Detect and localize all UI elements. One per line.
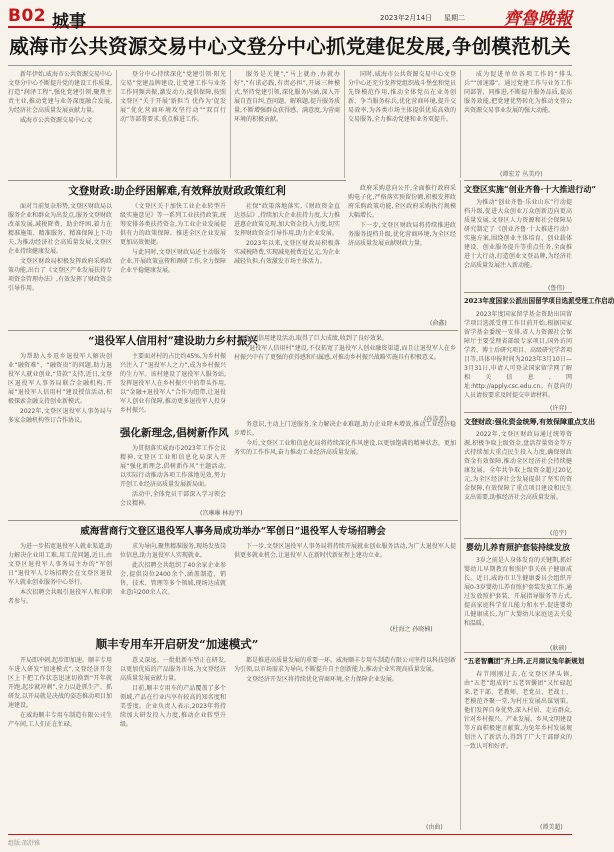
sf-truck-column-2 — [120, 656, 226, 832]
column-rule — [460, 70, 461, 178]
paper-logo: 齊魯晚報 — [504, 9, 572, 29]
paragraph: “退役军人信用村”建设,不仅拓宽了退役军人创业融资渠道,而且让退役军人在乡村振兴中有了更强的获得感和归属感,对推动乡村振兴战略实施具有积极意义。 — [234, 345, 456, 361]
section-divider — [8, 180, 346, 181]
paragraph: 展创信用建设活动,取得了巨大成绩,收到了良好效果。 — [246, 335, 388, 342]
paragraph: 成为促进单位各项工作的“排头兵”“加速器”。通过党建工作与业务工作同部署、同推进,不断提升服务品质,提高服务效能,把党建优势转化为推动文登公共资源交易事业发展的强大动能。 — [464, 71, 572, 114]
section-divider — [464, 652, 572, 653]
column-rule — [344, 70, 345, 178]
job-fair-column-1 — [8, 542, 112, 634]
paragraph: 活动中,全体党员干部深入学习领会会议精神。 — [120, 491, 226, 507]
masthead — [8, 6, 572, 32]
study-abroad-headline: 2023年度国家公派出国留学项目选派受理工作启动 — [464, 297, 614, 305]
layout-editor-note: 组版:邵舒雅 — [8, 840, 41, 847]
credit-village-column-1 — [8, 352, 112, 484]
fund-coordination-byline: (范宇) — [550, 530, 567, 537]
elders-council-byline: (谭美超) — [540, 824, 563, 831]
paragraph: 下一步,文登区退役军人事务局将持续开展就业创业服务活动,为广大退役军人提供更多就业机会,让退役军人在新时代新征程上建功立业。 — [234, 543, 456, 559]
entrepreneurship-byline: (鲁伟) — [548, 285, 565, 292]
study-abroad-body — [464, 310, 572, 402]
paragraph: 目前,顺丰专用车的产品覆盖了多个领域,产品在行业内享有较高的知名度和美誉度。企业负责人表示,2023年将持续加大研发投入力度,推动企业转型升级。 — [120, 685, 226, 728]
paragraph: 为进一步拓宽退役军人就业渠道,助力解决企业用工难,用工荒问题,近日,由文登区退役军人事务局主办的“军创日”退役军人专场招聘会在文登区退役军人就业创业服务中心举行。 — [8, 543, 112, 586]
lead-column-2 — [120, 70, 226, 178]
paragraph: 为帮助入乡返乡退役军人解决创业“融资难”、“融资贵”的问题,助力退役军人就业创业,“贷款”支持,近日,文登区退役军人事务局联合金融机构,开展“退役军人信用村”建设授信活动,积极探索金融支持创业新模式。 — [8, 353, 112, 405]
section-divider — [8, 520, 458, 521]
childcare-kit-headline: 婴幼儿养育照护套装持续发放 — [466, 542, 570, 552]
finance-column-4 — [348, 184, 456, 318]
work-style-column-1 — [120, 444, 226, 516]
paragraph: 在威海顺丰专用车制造有限公司生产车间,工人们正在忙碌。 — [8, 712, 112, 728]
paragraph: 政府采购意向公开,全面推行政府采购电子化,严格落实预留份额,积极发挥政府采购政策功能,全区政府采购执行规模大幅增长。 — [348, 185, 456, 219]
finance-column-3 — [234, 202, 340, 322]
job-fair-byline: (杜海之 孙晓楠) — [390, 626, 433, 633]
paragraph: 《文登区关于加快工业企业转型升级实施意见》等一系列工业扶持政策,统筹安排各类扶持资金,为工业企业发展提供有力的政策保障。推进全区企业发展更加高效便捷。 — [120, 203, 226, 246]
childcare-kit-body — [464, 556, 572, 642]
credit-village-column-3 — [234, 334, 456, 414]
finance-headline: 文登财政:助企纾困解难,有效释放财政政策红利 — [68, 185, 286, 197]
finance-byline: (俞鑫) — [430, 320, 447, 327]
paragraph: 为推动“创业齐鲁·乐业山东”行动提档升级,促进大众创业万众创新迈向更高质量发展,文登区人力资源和社会保障局研究制定了《创业齐鲁·十大推进行动》实施方案,围绕创业主体培育、创业载体建设、创业服务提升等重点任务,全面推进十大行动,打造创业文登品牌,为经济社会高质量发展注入新动能。 — [464, 199, 572, 269]
paragraph: 社保”政策落地落实,《财政资金直达基层》,持续加大企业扶持力度,大力推进惠企政策兑现,加大资金投入力度,切实发挥财政资金引导作用,助力企业发展。 — [234, 203, 340, 237]
fund-coordination-headline: 文登财政:强化资金统筹,有效保障重点支出 — [464, 417, 596, 426]
paragraph: 服务是关键”,“马上就办,办就办好”,“有诺必践,有责必担”,开展三种模式,坚持党建引领,深化服务内涵,深入开展自查自纠,查问题、解难题,提升服务质量,不断增强群众获得感、满意度,为营商环境的积极贡献。 — [234, 71, 340, 123]
study-abroad-byline: (许弈) — [550, 405, 567, 412]
paragraph: 意义深远。一批批新车型正在研发,以更加优质的产品服务市场,为文登经济高质量发展贡献力量。 — [120, 657, 226, 682]
paragraph: 主要面对村的占比约45%,为乡村振兴注入了“退役军人之力”,成为乡村振兴的生力军。该村建设了退役军人服务站,发挥退役军人在乡村振兴中的带头作用,以“金融+退役军人”合作为纽带,让退役军人创业有保障,推动更多退役军人投身乡村振兴。 — [120, 353, 226, 414]
paragraph: 都是推进高质量发展的重要一环。威海顺丰专用车制造有限公司坚持以科技创新为引领,以市场需求为导向,不断提升自主创新能力,推动企业实现高质量发展。 — [234, 657, 457, 673]
issue-date: 2023年2月14日 — [380, 14, 433, 22]
job-fair-column-3 — [234, 542, 456, 622]
paragraph: 春节刚刚过去,在文登区泽头镇,由“五老”组成的“五老智囊团”又忙碌起来,老干部、老教师、老党员、老战士、老模范齐聚一堂,为村庄发展出谋划策。他们发挥自身优势,深入村居、走访群众,针对乡村振兴、产业发展、乡风文明建设等方面积极建言献策,为兔年乡村发展规划注入了新活力,得到了广大干部群众的一致认可和好评。 — [464, 671, 573, 750]
lead-column-5 — [464, 70, 572, 170]
sf-truck-column-3 — [234, 656, 456, 822]
paragraph: 2022年,文登区退役军人事务局与多家金融机构签订合作协议。 — [8, 408, 112, 424]
elders-council-body — [464, 670, 572, 820]
entrepreneurship-headline: 文登区实施“创业齐鲁·十大推进行动” — [464, 184, 596, 194]
sf-truck-column-1 — [8, 656, 112, 832]
paragraph: 2023年以来,文登区财政局积极落实减税降费,实现减免税费近亿元,为企业减轻负担,有效激发市场主体活力。 — [234, 240, 340, 265]
paragraph: 开局即冲刺,起步即加速。顺丰专用车进入研发“加速模式”,文登经济开发区上下把工作状态迅速切换到“开年就开跑,起步就冲刺”,全力以赴抓生产、抓研发,以开局就是决战的姿态推动项目加速建设。 — [8, 657, 112, 709]
section-divider — [464, 412, 572, 413]
job-fair-column-2 — [120, 542, 226, 634]
section-divider — [464, 292, 572, 293]
paragraph: 登分中心持续深化“党建引领·阳光交易”党建品牌建设,让党建工作与业务工作同频共振,激发动力,提供保障,按照文登区“关于开展‘新担当 优作为’促发展”优化营商环境攻坚行动”“双百行动”等部署要求,重点推进工作。 — [120, 71, 226, 123]
lead-column-4 — [348, 70, 456, 178]
paragraph: 新年伊始,威海市公共资源交易中心文登分中心不断提升党的建设工作质量,打造“润泽工程”,强化党建引领,聚焦主责主业,推动党建与业务深度融合发展,为经济社会高质量发展贡献力量。 — [8, 71, 112, 114]
lead-byline: (谭宏芳 丛美玲) — [500, 171, 543, 178]
footer-rule — [8, 834, 572, 835]
sf-truck-headline: 顺丰专用车开启研发“加速模式” — [95, 637, 259, 651]
paragraph: 本次招聘会共吸引退役军人和求职者参与。 — [8, 589, 112, 605]
paragraph: 文登区财政局积极发挥政府采购政策功能,出台了《文登区产业发展扶持专项资金管理办法》,有效发挥了财政资金引导作用。 — [8, 258, 112, 292]
credit-village-column-2 — [120, 352, 226, 422]
paragraph: 威海市公共资源交易中心文 — [20, 117, 93, 124]
work-style-headline: 强化新理念,倡树新作风 — [120, 427, 229, 439]
paragraph: 3岁之前是人身体发育的关键期,抓好婴幼儿早期教育和照护事关孩子健康成长。近日,威海市卫生健康委员会组织开展0-3岁婴幼儿养育照护套装发放工作,通过发放照护套装、开展指导服务等方式,提高家庭科学育儿能力和水平,促进婴幼儿健康成长,为广大婴幼儿家庭送去关爱和温暖。 — [464, 557, 572, 627]
paragraph: 同时,威海市公共资源交易中心文登分中心还充分发挥党组织战斗堡垒和党员先锋模范作用,推动全体党员在业务创新、争当服务标兵,优化营商环境,提升交易效率,为各类市场主体提供优质高效的交易服务,全力推动党建和业务双提升。 — [348, 71, 457, 123]
job-fair-headline: 威海营商行文登区退役军人事务局成功举办“军创日”退役军人专场招聘会 — [80, 526, 386, 537]
credit-village-headline: “退役军人信用村”建设助力乡村振兴 — [88, 335, 258, 347]
section-divider — [464, 538, 572, 539]
paragraph: 下一步,文登区财政局将持续推进政务服务提档升级,优化营商环境,为全区经济高质量发展贡献财政力量。 — [348, 222, 456, 247]
sf-truck-byline: (由曲) — [426, 824, 443, 831]
lead-column-1 — [8, 70, 112, 178]
elders-council-headline: “五老智囊团”齐上阵,正月商议兔年新规划 — [464, 657, 585, 665]
paragraph: 面对当前复杂形势,文登区财政局以服务企业和群众为出发点,服务文登财政改革发展,减税降费、助企纾困,着力在精准施策、精准服务、精准保障上下功夫,为推动经济社会高质量发展,文登区企业持续健康发展。 — [8, 203, 112, 255]
section-divider — [464, 180, 572, 181]
paragraph: 为贯彻落实威海市2023年工作会议精神,文登区工业和信息化局深入开展“强化新理念,倡树新作风”主题活动,以实际行动推动各项工作落地见效,努力开创工业经济高质量发展新局面。 — [120, 445, 226, 488]
lead-column-3 — [234, 70, 340, 178]
work-style-column-2 — [234, 420, 456, 508]
finance-column-2 — [120, 202, 226, 322]
section-code: B02 — [8, 6, 47, 26]
section-divider — [8, 330, 458, 331]
column-rule — [230, 70, 231, 178]
credit-village-byline: (孙涛者) — [424, 416, 447, 423]
paragraph: 2023年度国家留学基金资助出国留学项目选派受理工作目前开始,根据国家留学基金委统一安排,省人力资源社会保障厅主要受理省部级专家项目,国外访问学者、博士后研究项目、高级研究学者项目等,具体申报时间为2023年3月10日—3月31日,申请人可登录国家留学网了解相关信息,网址:http://apply.csc.edu.cn。有意向的人员请按要求及时提交申请材料。 — [464, 311, 573, 399]
entrepreneurship-body — [464, 198, 572, 282]
lead-headline: 威海市公共资源交易中心文登分中心抓党建促发展,争创模范机关 — [8, 32, 572, 66]
work-style-byline: (宫琳琳 林海宇) — [200, 510, 243, 517]
column-rule — [460, 180, 461, 830]
childcare-kit-byline: (耿硕) — [550, 645, 567, 652]
paragraph: 与此同时,文登区财政局还主动服务企业,开展政策宣传和调研工作,全力保障企业平稳健康发展。 — [120, 249, 226, 274]
paragraph: 2022年,文登区财政局通过统筹资源,积极争取上级资金,盘活存量资金等方式持续加大重点民生投入力度,确保财政资金有效保障,推动全区经济社会持续健康发展。全年共争取上级资金超过20亿元,为全区经济社会发展提供了坚实的资金保障,有效保障了重点项目建设和民生支出需要,助推经济社会高质量发展。 — [464, 431, 572, 501]
finance-column-1 — [8, 202, 112, 322]
paragraph: 求为导向,聚焦精准服务,现场发放岗位信息,助力退役军人实现就业。 — [120, 543, 226, 559]
column-rule — [116, 70, 117, 178]
section-name: 城事 — [52, 12, 86, 32]
paragraph: 务意识,主动上门送服务,全力解决企业难题,助力企业降本增效,推动工业经济稳步增长。 — [234, 421, 456, 437]
paragraph: 文登经济开发区将持续优化营商环境,全力保障企业发展。 — [246, 676, 398, 683]
paragraph: 此次招聘会共组织了40余家企业参会,提供岗位2400余个,涵盖制造、销售、技术、管理等多个领域,现场达成就业意向200余人次。 — [120, 562, 226, 596]
fund-coordination-body — [464, 430, 572, 526]
paragraph: 今后,文登区工业和信息化局将持续深化作风建设,以更加饱满的精神状态、更加务实的工作作风,奋力推动工业经济高质量发展。 — [234, 440, 456, 456]
issue-weekday: 星期二 — [444, 14, 465, 22]
